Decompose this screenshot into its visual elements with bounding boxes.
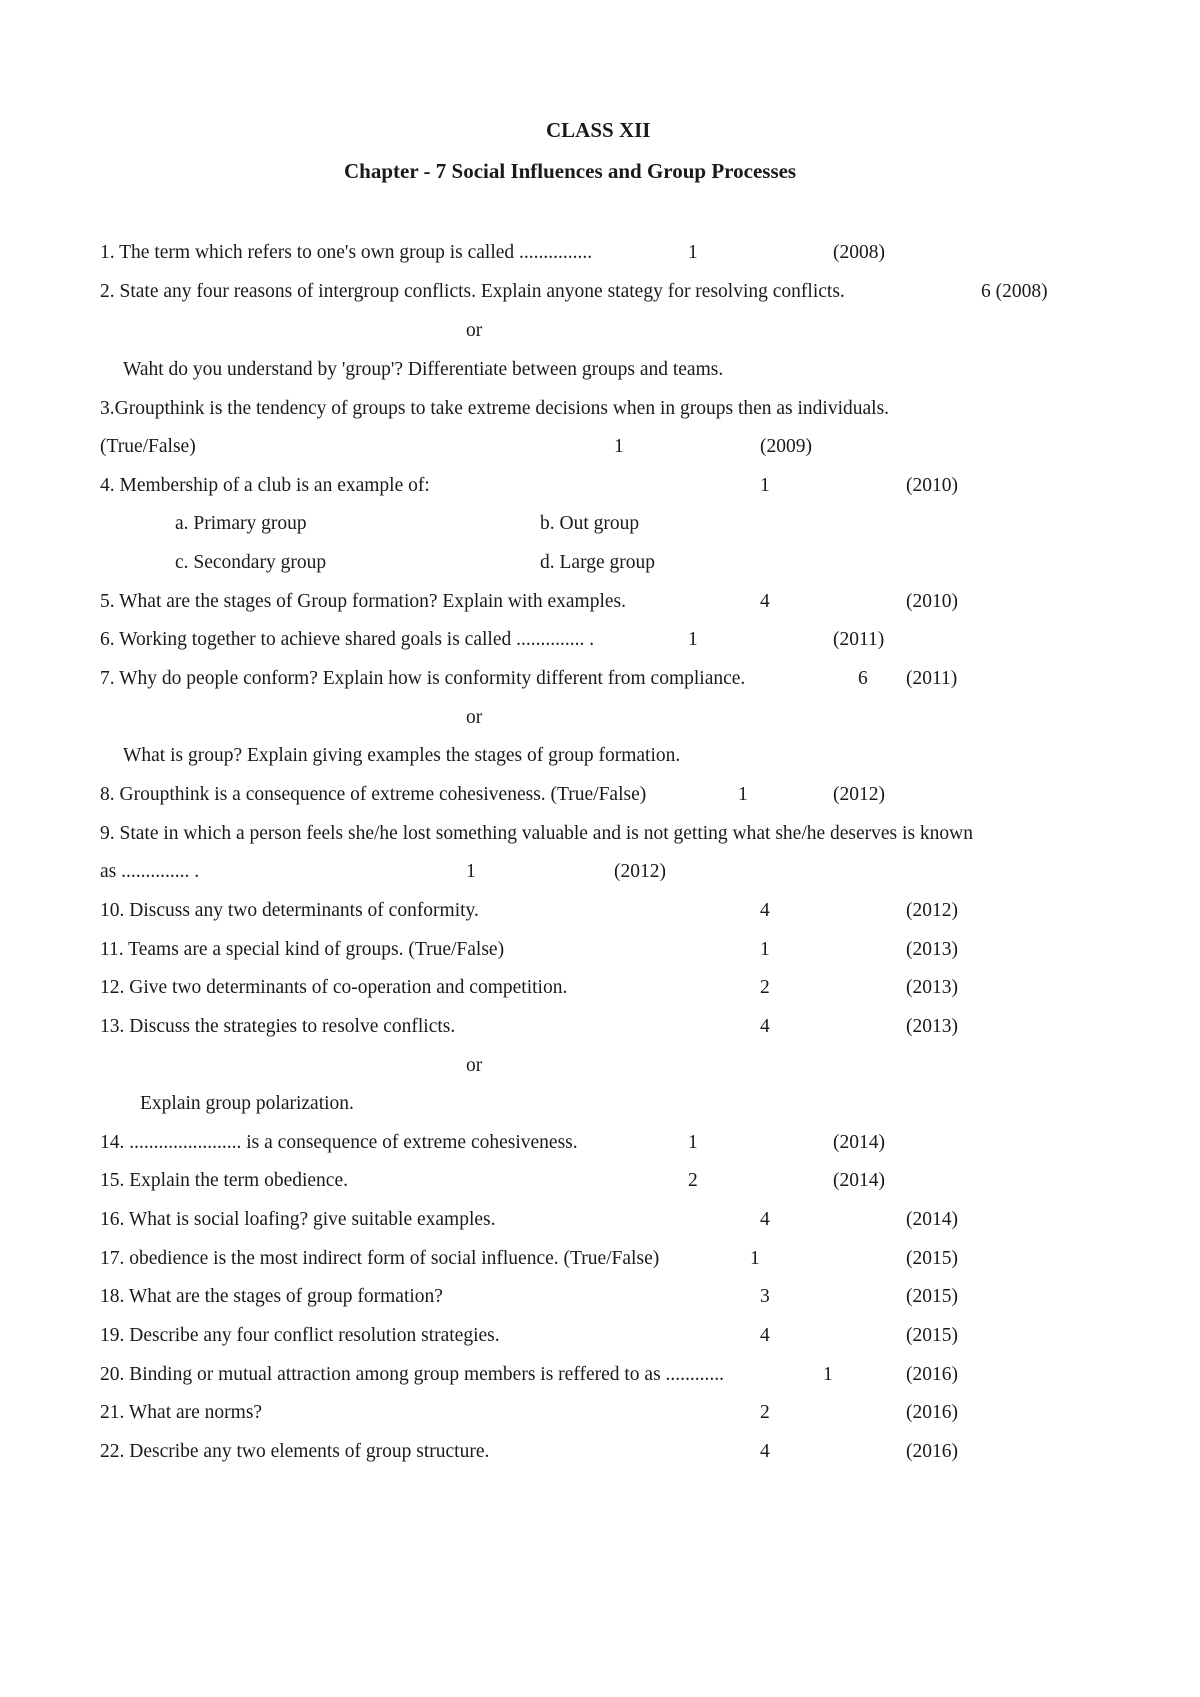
question-17-year: (2015) [906, 1248, 958, 1269]
question-3-continuation: (True/False) [100, 436, 196, 457]
question-2-text: 2. State any four reasons of intergroup conflicts. Explain anyone stategy for resolving conflicts. [100, 281, 845, 302]
question-2-marks-year: 6 (2008) [981, 281, 1048, 302]
question-7-or: or [466, 707, 483, 728]
question-1-marks: 1 [688, 242, 698, 263]
question-11-text: 11. Teams are a special kind of groups. (True/False) [100, 939, 505, 960]
question-17-text: 17. obedience is the most indirect form of social influence. (True/False) [100, 1248, 660, 1269]
question-22-text: 22. Describe any two elements of group structure. [100, 1441, 490, 1462]
question-7-year: (2011) [906, 668, 958, 689]
question-6-marks: 1 [688, 629, 698, 650]
question-5-year: (2010) [906, 591, 958, 612]
chapter-title: Chapter - 7 Social Influences and Group Processes [344, 159, 797, 183]
question-21-marks: 2 [760, 1402, 770, 1423]
question-13-text: 13. Discuss the strategies to resolve conflicts. [100, 1016, 456, 1037]
question-17-marks: 1 [750, 1248, 760, 1269]
question-7-text: 7. Why do people conform? Explain how is conformity different from compliance. [100, 668, 746, 689]
question-15-text: 15. Explain the term obedience. [100, 1170, 348, 1191]
question-3-text: 3.Groupthink is the tendency of groups to take extreme decisions when in groups then as individuals. [100, 398, 890, 419]
question-3-year: (2009) [760, 436, 812, 457]
question-13-marks: 4 [760, 1016, 770, 1037]
question-10-year: (2012) [906, 900, 958, 921]
question-20-text: 20. Binding or mutual attraction among group members is reffered to as ............ [100, 1364, 725, 1385]
question-20-marks: 1 [823, 1364, 833, 1385]
question-8-year: (2012) [833, 784, 885, 805]
question-10-marks: 4 [760, 900, 770, 921]
question-21-text: 21. What are norms? [100, 1402, 263, 1423]
question-5-text: 5. What are the stages of Group formation? Explain with examples. [100, 591, 626, 612]
question-5-marks: 4 [760, 591, 770, 612]
question-4-option-a: a. Primary group [175, 513, 307, 534]
question-15-marks: 2 [688, 1170, 698, 1191]
question-9-marks: 1 [466, 861, 476, 882]
question-11-year: (2013) [906, 939, 958, 960]
question-9-year: (2012) [614, 861, 666, 882]
question-21-year: (2016) [906, 1402, 958, 1423]
question-22-marks: 4 [760, 1441, 770, 1462]
question-4-option-b: b. Out group [540, 513, 640, 534]
question-8-text: 8. Groupthink is a consequence of extreme cohesiveness. (True/False) [100, 784, 647, 805]
question-6-year: (2011) [833, 629, 885, 650]
question-11-marks: 1 [760, 939, 770, 960]
question-6-text: 6. Working together to achieve shared goals is called .............. . [100, 629, 595, 650]
question-20-year: (2016) [906, 1364, 958, 1385]
question-4-year: (2010) [906, 475, 958, 496]
question-2-alternative: Waht do you understand by 'group'? Differentiate between groups and teams. [123, 359, 724, 380]
question-16-marks: 4 [760, 1209, 770, 1230]
question-9-continuation: as .............. . [100, 861, 200, 882]
question-10-text: 10. Discuss any two determinants of conformity. [100, 900, 479, 921]
question-19-marks: 4 [760, 1325, 770, 1346]
question-4-text: 4. Membership of a club is an example of: [100, 475, 430, 496]
question-7-marks: 6 [858, 668, 868, 689]
question-9-text: 9. State in which a person feels she/he lost something valuable and is not getting what she/he deserves is known [100, 823, 973, 844]
question-12-text: 12. Give two determinants of co-operation and competition. [100, 977, 568, 998]
question-1-year: (2008) [833, 242, 885, 263]
class-title: CLASS XII [546, 118, 651, 142]
question-13-alternative: Explain group polarization. [140, 1093, 354, 1114]
question-12-year: (2013) [906, 977, 958, 998]
question-7-alternative: What is group? Explain giving examples the stages of group formation. [123, 745, 681, 766]
question-4-option-d: d. Large group [540, 552, 655, 573]
question-18-text: 18. What are the stages of group formation? [100, 1286, 443, 1307]
question-12-marks: 2 [760, 977, 770, 998]
question-18-marks: 3 [760, 1286, 770, 1307]
question-13-or: or [466, 1055, 483, 1076]
question-1-text: 1. The term which refers to one's own group is called ............... [100, 242, 593, 263]
question-2-or: or [466, 320, 483, 341]
question-15-year: (2014) [833, 1170, 885, 1191]
question-3-marks: 1 [614, 436, 624, 457]
question-22-year: (2016) [906, 1441, 958, 1462]
question-16-text: 16. What is social loafing? give suitable examples. [100, 1209, 496, 1230]
question-8-marks: 1 [738, 784, 748, 805]
question-19-text: 19. Describe any four conflict resolution strategies. [100, 1325, 500, 1346]
question-14-text: 14. ....................... is a consequence of extreme cohesiveness. [100, 1132, 578, 1153]
question-4-option-c: c. Secondary group [175, 552, 327, 573]
question-19-year: (2015) [906, 1325, 958, 1346]
question-14-year: (2014) [833, 1132, 885, 1153]
question-18-year: (2015) [906, 1286, 958, 1307]
question-13-year: (2013) [906, 1016, 958, 1037]
question-4-marks: 1 [760, 475, 770, 496]
question-14-marks: 1 [688, 1132, 698, 1153]
question-16-year: (2014) [906, 1209, 958, 1230]
